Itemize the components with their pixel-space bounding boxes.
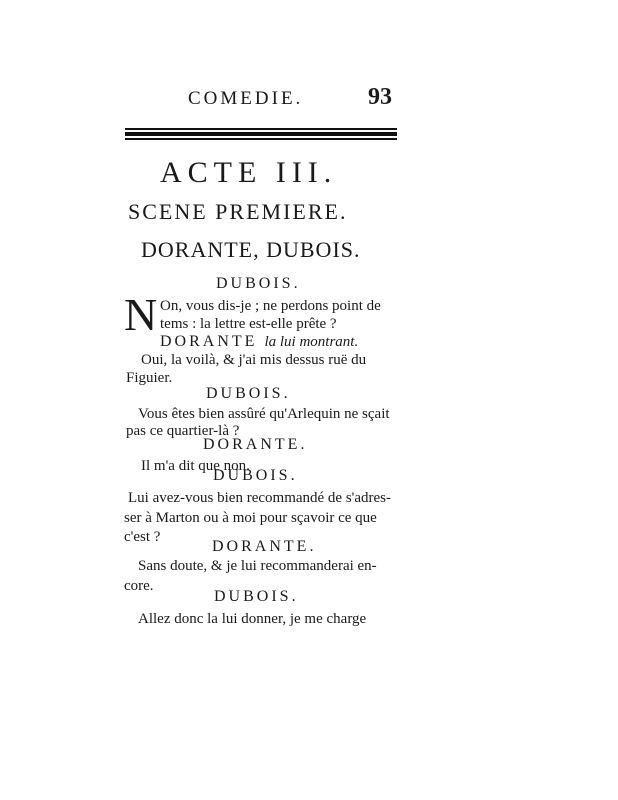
header-rule xyxy=(125,138,397,140)
header-rule xyxy=(125,132,397,136)
speaker-name: DORANTE xyxy=(160,333,258,350)
dialogue-line: Oui, la voilà, & j'ai mis dessus ruë du xyxy=(141,352,367,368)
dialogue-line: c'est ? xyxy=(124,529,161,545)
dialogue-line: tems : la lettre est-elle prête ? xyxy=(160,316,337,332)
dialogue-line: Sans doute, & je lui recommanderai en- xyxy=(138,558,377,574)
page-number: 93 xyxy=(368,84,392,110)
speaker-name: DORANTE. xyxy=(212,538,317,555)
speaker-name: DORANTE. xyxy=(203,436,308,453)
drop-cap: N xyxy=(124,289,158,340)
scene-title: SCENE PREMIERE. xyxy=(128,199,348,224)
dialogue-line: Il m'a dit que non. xyxy=(141,458,250,474)
dialogue-line: On, vous dis-je ; ne perdons point de xyxy=(160,298,381,314)
character-list: DORANTE, DUBOIS. xyxy=(141,237,361,262)
dialogue-line: Vous êtes bien assûré qu'Arlequin ne sçait xyxy=(138,406,390,422)
dialogue-line: Allez donc la lui donner, je me charge xyxy=(138,611,367,627)
dialogue-line: ser à Marton ou à moi pour sçavoir ce que xyxy=(124,510,377,526)
act-title: ACTE III. xyxy=(160,156,338,189)
dialogue-line: Figuier. xyxy=(126,370,173,386)
speaker-name: DUBOIS. xyxy=(214,588,299,605)
speaker-name: DUBOIS. xyxy=(216,275,301,292)
speaker-name: DUBOIS. xyxy=(206,385,291,402)
dialogue-line: core. xyxy=(124,578,154,594)
speaker-name: DUBOIS. xyxy=(213,467,298,484)
speaker-line xyxy=(160,333,358,351)
running-head: COMEDIE. xyxy=(188,88,304,109)
dialogue-line: pas ce quartier-là ? xyxy=(126,423,240,439)
dialogue-line: Lui avez-vous bien recommandé de s'adres- xyxy=(128,490,392,506)
header-rule xyxy=(125,128,397,130)
stage-direction: la lui montrant. xyxy=(264,334,359,350)
